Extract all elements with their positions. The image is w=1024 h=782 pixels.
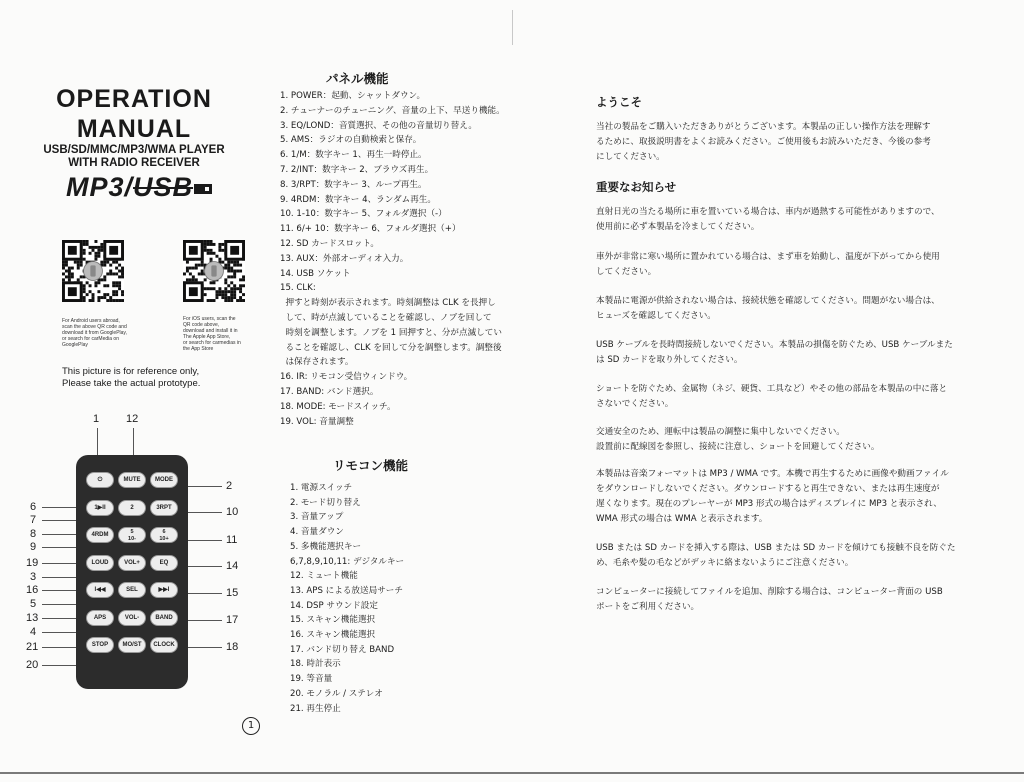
callout-number: 18 [226, 641, 239, 653]
logo-usb-text: USB [133, 172, 194, 202]
remote-function-item: 5. 多機能選択キー [290, 541, 362, 552]
notice-line: 直射日光の当たる場所に車を置いている場合は、車内が過熱する可能性がありますので、 [596, 207, 940, 217]
qr-caption-line: The Apple App Store, [183, 334, 231, 340]
callout-number: 9 [30, 541, 37, 553]
notice-line: 設置前に配線図を参照し、接続に注意し、ショートを回避してください。 [596, 442, 880, 452]
logo-mp3-text: MP3/ [66, 172, 134, 202]
cover-subtitle-line2: WITH RADIO RECEIVER [68, 157, 200, 169]
panel-function-item: 6. 1/M：数字キー 1、再生一時停止。 [280, 150, 427, 161]
callout-number: 17 [226, 614, 239, 626]
qr-caption-line: QR code above, [183, 322, 220, 328]
panel-function-item: 2. チューナーのチューニング、音量の上下、早送り機能。 [280, 105, 505, 116]
callout-number: 7 [30, 514, 37, 526]
notice-line: さないでください。 [596, 399, 674, 409]
panel-function-item: 11. 6/+ 10：数字キー 6、フォルダ選択（+） [280, 224, 461, 235]
notice-line: 交通安全のため、運転中は製品の調整に集中しないでください。 [596, 427, 845, 437]
callout-number: 11 [226, 534, 238, 546]
panel-function-item: 1. POWER：起動、シャットダウン。 [280, 91, 426, 101]
qr-caption-line: For iOS users, scan the [183, 316, 236, 322]
callout-number: 4 [30, 626, 37, 638]
remote-function-item: 6,7,8,9,10,11: デジタルキー [290, 556, 405, 567]
qr-caption-line: or search for carmedias in [183, 340, 241, 346]
callout-number: 8 [30, 528, 37, 540]
notices-heading: 重要なお知らせ [596, 180, 677, 194]
remote-key: 2 [118, 500, 146, 516]
panel-function-item: 7. 2/INT：数字キー 2、ブラウズ再生。 [280, 164, 434, 175]
notice-line: は SD カードを取り外してください。 [596, 355, 743, 365]
qr-caption-line: For Android users abroad, [62, 318, 120, 324]
remote-function-item: 20. モノラル / ステレオ [290, 688, 383, 699]
panel-function-item: 16. IR: リモコン受信ウィンドウ。 [280, 372, 413, 383]
remote-key: MODE [150, 472, 178, 488]
callout-leader [133, 428, 134, 456]
callout-number: 6 [30, 501, 37, 513]
callout-number: 12 [126, 413, 139, 425]
remote-function-item: 21. 再生停止 [290, 703, 341, 714]
remote-function-item: 1. 電源スイッチ [290, 483, 353, 493]
panel-function-item: ることを確認し、CLK を回して分を調整します。調整後 [280, 342, 502, 353]
panel-function-item: 18. MODE: モードスイッチ。 [280, 401, 396, 412]
callout-number: 20 [26, 659, 39, 671]
remote-key: LOUD [86, 555, 114, 571]
notice-paragraph [596, 205, 996, 235]
callout-number: 2 [226, 480, 233, 492]
cover-title [40, 84, 228, 144]
notice-line: コンピューターに接続してファイルを追加、削除する場合は、コンピューター背面の USB [596, 587, 943, 597]
remote-key: VOL+ [118, 555, 146, 571]
remote-function-item: 3. 音量アップ [290, 512, 344, 523]
remote-key: STOP [86, 637, 114, 653]
notice-paragraph [596, 250, 996, 280]
panel-function-item: 10. 1-10：数字キー 5、フォルダ選択（-） [280, 209, 447, 220]
notice-paragraph [596, 425, 996, 455]
qr-caption-line: scan the above QR code and [62, 324, 127, 330]
remote-function-item: 19. 等音量 [290, 674, 333, 685]
page-number: 1 [242, 717, 260, 735]
notice-line: 使用前に必ず本製品を冷ましてください。 [596, 222, 760, 232]
remote-key: I◀◀ [86, 582, 114, 598]
callout-number: 3 [30, 571, 37, 583]
usb-plug-icon [193, 181, 213, 197]
remote-function-item: 17. バンド切り替え BAND [290, 644, 395, 655]
panel-function-item: 17. BAND: バンド選択。 [280, 386, 379, 397]
notice-paragraph [596, 541, 996, 571]
panel-function-item: して、時が点滅していることを確認し、ノブを回して [280, 312, 492, 323]
qr-caption-line: the App Store [183, 346, 214, 352]
remote-function-item: 2. モード切り替え [290, 497, 361, 508]
qr-caption-line: download and install it in [183, 328, 238, 334]
notice-line: め、毛糸や髪の毛などがデッキに絡まないようにご注意ください。 [596, 558, 854, 568]
qr-caption-line: download it from GooglePlay, [62, 330, 127, 336]
notice-line: USB ケーブルを長時間接続しないでください。本製品の損傷を防ぐため、USB ケーブルまた [596, 340, 953, 350]
notice-paragraph [596, 294, 996, 324]
remote-functions-heading: リモコン機能 [333, 458, 409, 473]
remote-key: CLOCK [150, 637, 178, 653]
callout-number: 5 [30, 598, 37, 610]
notice-line: 遅くなります。現在のプレーヤーが MP3 形式の場合はディスプレイに MP3 と表示され、 [596, 499, 942, 509]
panel-function-item: 9. 4RDM：数字キー 4、ランダム再生。 [280, 194, 436, 205]
remote-function-item: 18. 時計表示 [290, 659, 341, 670]
remote-key: MUTE [118, 472, 146, 488]
remote-key: 4RDM [86, 527, 114, 543]
remote-key: BAND [150, 610, 178, 626]
reference-note-line1: This picture is for reference only, [62, 366, 200, 377]
callout-number: 19 [26, 557, 39, 569]
qr-code-ios [183, 240, 245, 302]
welcome-text [596, 120, 996, 165]
cover-title-line1: OPERATION [56, 85, 212, 113]
welcome-heading: ようこそ [596, 95, 642, 109]
welcome-line: 当社の製品をご購入いただきありがとうございます。本製品の正しい操作方法を理解す [596, 122, 931, 132]
remote-key: ▶▶I [150, 582, 178, 598]
panel-functions-list [280, 89, 505, 429]
panel-function-item: 8. 3/RPT：数字キー 3、ループ再生。 [280, 179, 427, 190]
notice-line: WMA 形式の場合は WMA と表示されます。 [596, 514, 768, 524]
remote-key: VOL- [118, 610, 146, 626]
remote-function-item: 12. ミュート機能 [290, 571, 358, 582]
notice-line: ポートをご利用ください。 [596, 602, 700, 612]
notice-paragraph [596, 338, 996, 368]
notice-line: してください。 [596, 267, 657, 277]
notice-paragraph [596, 585, 996, 615]
callout-number: 1 [93, 413, 100, 425]
welcome-line: にしてください。 [596, 152, 665, 162]
remote-function-item: 16. スキャン機能選択 [290, 630, 376, 641]
remote-key: APS [86, 610, 114, 626]
remote-key: EQ [150, 555, 178, 571]
panel-function-item: 15. CLK: [280, 283, 316, 294]
notice-paragraph [596, 382, 996, 412]
reference-note-line2: Please take the actual prototype. [62, 378, 201, 389]
reference-note [62, 366, 200, 390]
remote-key: ⏻ [86, 472, 114, 488]
panel-function-item: 5. AMS：ラジオの自動検索と保存。 [280, 135, 422, 146]
qr-caption-ios [183, 316, 258, 352]
panel-function-item: 時刻を調整します。ノブを 1 回押すと、分が点滅してい [280, 327, 502, 338]
callout-number: 16 [26, 584, 39, 596]
page-fold-line [512, 10, 513, 45]
notice-paragraph [596, 467, 996, 527]
panel-function-item: 13. AUX：外部オーディオ入力。 [280, 253, 409, 264]
notice-line: 本製品に電源が供給されない場合は、接続状態を確認してください。問題がない場合は、 [596, 296, 940, 306]
remote-key: MO/ST [118, 637, 146, 653]
qr-code-android [62, 240, 124, 302]
callout-number: 21 [26, 641, 39, 653]
panel-function-item: 19. VOL: 音量調整 [280, 416, 354, 427]
page-edge-line [0, 772, 1024, 774]
remote-control-image [76, 455, 188, 689]
panel-function-item: 14. USB ソケット [280, 268, 351, 279]
callout-number: 15 [226, 587, 239, 599]
notice-line: をダウンロードしないでください。ダウンロードすると再生できない、または再生速度が [596, 484, 940, 494]
qr-caption-line: or search for carMedia on [62, 336, 119, 342]
notice-line: USB または SD カードを挿入する際は、USB または SD カードを傾けても接触不良を防ぐた [596, 543, 956, 553]
panel-function-item: 押すと時刻が表示されます。時刻調整は CLK を長押し [280, 298, 496, 309]
qr-caption-android [62, 318, 142, 348]
remote-key: 3RPT [150, 500, 178, 516]
callout-number: 14 [226, 560, 239, 572]
notice-line: 車外が非常に寒い場所に置かれている場合は、まず車を始動し、温度が下がってから使用 [596, 252, 940, 262]
welcome-line: るために、取扱説明書をよくお読みください。ご使用後もお読みいただき、今後の参考 [596, 137, 931, 147]
remote-function-item: 14. DSP サウンド設定 [290, 600, 378, 611]
remote-key: 1▶II [86, 500, 114, 516]
notice-line: 本製品は音楽フォーマットは MP3 / WMA です。本機で再生するために画像や動画ファイル [596, 469, 949, 479]
callout-leader [97, 428, 98, 456]
panel-functions-heading: パネル機能 [326, 71, 389, 86]
remote-function-item: 15. スキャン機能選択 [290, 615, 376, 626]
remote-function-item: 13. APS による放送局サーチ [290, 585, 403, 596]
qr-caption-line: GooglePlay [62, 342, 88, 348]
remote-function-item: 4. 音量ダウン [290, 527, 344, 538]
cover-subtitle-line1: USB/SD/MMC/MP3/WMA PLAYER [43, 144, 225, 156]
panel-function-item: 12. SD カードスロット。 [280, 238, 379, 249]
cover-subtitle [40, 144, 228, 170]
cover-title-line2: MANUAL [76, 115, 192, 143]
remote-key: SEL [118, 582, 146, 598]
panel-function-item: は保存されます。 [280, 357, 354, 368]
notice-line: ヒューズを確認してください。 [596, 311, 716, 321]
remote-key: 6 10+ [150, 527, 178, 543]
callout-number: 13 [26, 612, 39, 624]
mp3-usb-logo [66, 172, 216, 206]
remote-functions-list [290, 481, 404, 716]
callout-number: 10 [226, 506, 239, 518]
notice-line: ショートを防ぐため、金属物（ネジ、硬貨、工具など）やその他の部品を本製品の中に落と [596, 384, 948, 394]
remote-key: 5 10- [118, 527, 146, 543]
panel-function-item: 3. EQ/LOND：音質選択、その他の音量切り替え。 [280, 120, 477, 131]
